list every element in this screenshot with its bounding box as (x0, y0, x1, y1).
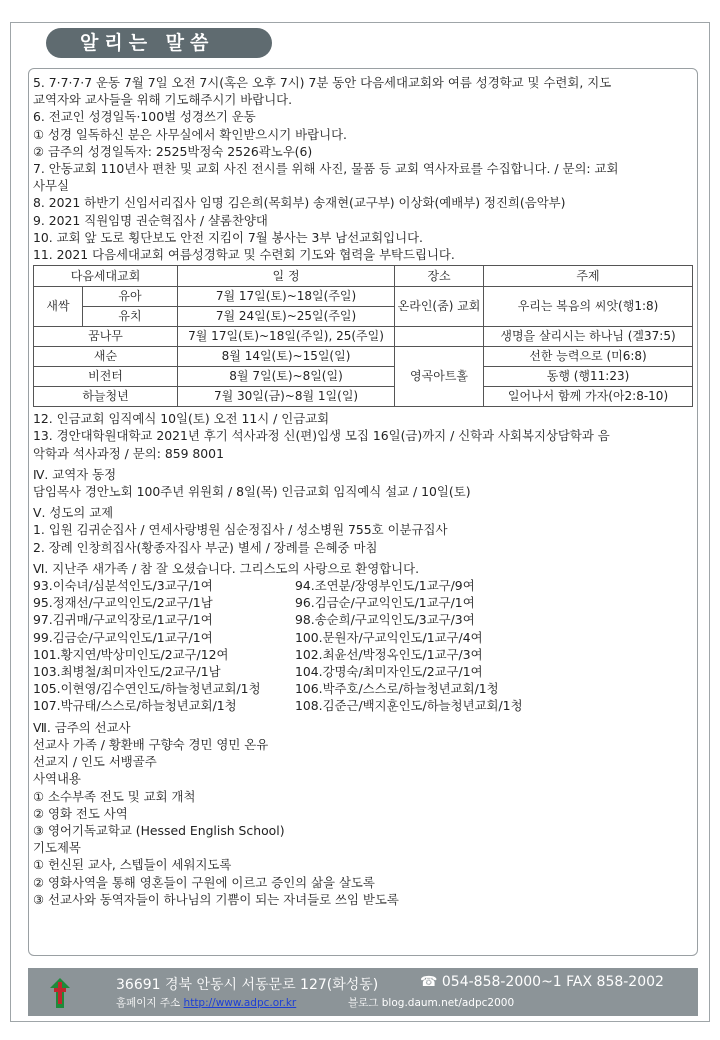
col-header-place: 장소 (395, 266, 484, 287)
footer-blog: 블로그 blog.daum.net/adpc2000 (348, 997, 515, 1009)
place-cell: 온라인(줌) 교회 (395, 287, 484, 327)
theme-cell: 생명을 살리시는 하나님 (겔37:5) (484, 327, 693, 347)
table-row (34, 387, 693, 407)
page-title: 알리는 말씀 (46, 28, 272, 58)
missionary-line: 사역내용 (33, 771, 81, 787)
notice-line: 11. 2021 다음세대교회 여름성경학교 및 수련회 기도와 협력을 부탁드립니다. (33, 247, 455, 263)
church-logo-icon (48, 976, 72, 1010)
dept-cell: 유아 (83, 287, 178, 307)
table-header-row (34, 266, 693, 287)
list-item: 101.황지연/박상미인도/2교구/12여 (33, 646, 229, 662)
list-item: 100.문원자/구교익인도/1교구/4여 (295, 629, 483, 645)
notice-line: ② 금주의 성경일독자: 2525박정숙 2526곽노우(6) (33, 143, 313, 159)
list-item: 98.송순희/구교익인도/3교구/3여 (295, 612, 475, 628)
footer-homepage (116, 995, 296, 1010)
missionary-line: ① 소수부족 전도 및 교회 개척 (33, 788, 196, 804)
place-cell: 영곡아트홀 (395, 347, 484, 407)
date-cell: 8월 14일(토)~15일(일) (178, 347, 395, 367)
dept-cell: 하늘청년 (34, 387, 178, 407)
notice-line: 악학과 석사과정 / 문의: 859 8001 (33, 445, 224, 461)
list-item: 99.김금순/구교익인도/1교구/1여 (33, 629, 213, 645)
missionary-line: ② 영화 전도 사역 (33, 805, 128, 821)
footer-phone: ☎ 054-858-2000~1 FAX 858-2002 (420, 974, 664, 990)
homepage-label: 홈페이지 주소 (116, 997, 181, 1009)
list-item: 95.정재선/구교익인도/2교구/1남 (33, 595, 213, 611)
place-cell-empty (395, 327, 484, 347)
section-title: Ⅵ. 지난주 새가족 / 참 잘 오셨습니다. 그리스도의 사랑으로 환영합니다. (33, 560, 420, 576)
missionary-line: ① 헌신된 교사, 스텝들이 세워지도록 (33, 857, 232, 873)
list-item: 106.박주호/스스로/하늘청년교회/1청 (295, 681, 499, 697)
missionary-line: ② 영화사역을 통해 영혼들이 구원에 이르고 증인의 삶을 살도록 (33, 874, 375, 890)
dept-cell: 꿈나무 (34, 327, 178, 347)
table-row (34, 287, 693, 307)
notice-line: 사무실 (33, 178, 69, 194)
missionary-line: 기도제목 (33, 840, 81, 856)
notice-line: 9. 2021 직원임명 권순혁집사 / 샬롬찬양대 (33, 212, 268, 228)
missionary-line: 선교사 가족 / 황환배 구향숙 경민 영민 온유 (33, 736, 269, 752)
col-header-dept: 다음세대교회 (34, 266, 178, 287)
list-item: 108.김준근/백지훈인도/하늘청년교회/1청 (295, 698, 523, 714)
notice-line: 8. 2021 하반기 신임서리집사 임명 김은희(목회부) 송재현(교구부) 이상화(예배부) 정진희(음악부) (33, 195, 566, 211)
list-item: 97.김귀매/구교익장로/1교구/1여 (33, 612, 213, 628)
notice-content (33, 74, 695, 908)
table-row (34, 367, 693, 387)
missionary-line: 선교지 / 인도 서뱅골주 (33, 754, 157, 770)
notice-line: 12. 인금교회 임직예식 10일(토) 오전 11시 / 인금교회 (33, 411, 330, 427)
list-item: 107.박규태/스스로/하늘청년교회/1청 (33, 698, 237, 714)
footer-bar (28, 968, 698, 1016)
notice-line: 10. 교회 앞 도로 횡단보도 안전 지킴이 7월 봉사는 3부 남선교회입니다. (33, 229, 423, 245)
date-cell: 7월 30일(금)~8월 1일(일) (178, 387, 395, 407)
fellowship-line: 1. 입원 김귀순집사 / 연세사랑병원 심순정집사 / 성소병원 755호 이분규집사 (33, 522, 448, 538)
list-item: 94.조연분/장영부인도/1교구/9여 (295, 578, 475, 594)
notice-line: 5. 7·7·7·7 운동 7월 7일 오전 7시(혹은 오후 7시) 7분 동안 다음세대교회와 여름 성경학교 및 수련회, 지도 (33, 75, 612, 90)
theme-cell: 선한 능력으로 (미6:8) (484, 347, 693, 367)
date-cell: 8월 7일(토)~8일(일) (178, 367, 395, 387)
pastor-news: 담임목사 경안노회 100주년 위원회 / 8일(목) 인금교회 임직예식 설교 / 10일(토) (33, 484, 471, 500)
fellowship-line: 2. 장례 인창희집사(황종자집사 부군) 별세 / 장례를 은혜중 마침 (33, 539, 378, 555)
notice-line: 교역자와 교사들을 위해 기도해주시기 바랍니다. (33, 92, 293, 108)
theme-cell: 우리는 복음의 씨앗(행1:8) (484, 287, 693, 327)
table-row (34, 347, 693, 367)
col-header-date: 일 정 (178, 266, 395, 287)
new-members-right (295, 577, 685, 715)
missionary-line: ③ 영어기독교학교 (Hessed English School) (33, 822, 285, 838)
list-item: 93.이숙녀/심분석인도/3교구/1여 (33, 578, 213, 594)
new-members-list (33, 577, 695, 715)
section-title: Ⅴ. 성도의 교제 (33, 505, 114, 521)
dept-cell: 비전터 (34, 367, 178, 387)
dept-cell: 새순 (34, 347, 178, 367)
date-cell: 7월 24일(토)~25일(주일) (178, 307, 395, 327)
notice-line: 6. 전교인 성경일독·100벌 성경쓰기 운동 (33, 109, 256, 125)
list-item: 105.이현영/김수연인도/하늘청년교회/1청 (33, 681, 261, 697)
theme-cell: 동행 (행11:23) (484, 367, 693, 387)
dept-cell: 유치 (83, 307, 178, 327)
notice-line: 13. 경안대학원대학교 2021년 후기 석사과정 신(편)입생 모집 16일(금)까지 / 신학과 사회복지상담학과 음 (33, 428, 610, 444)
notice-line: ① 성경 일독하신 분은 사무실에서 확인받으시기 바랍니다. (33, 126, 347, 142)
group-label: 새싹 (34, 287, 83, 327)
list-item: 102.최윤선/박정옥인도/1교구/3여 (295, 646, 483, 662)
col-header-theme: 주제 (484, 266, 693, 287)
date-cell: 7월 17일(토)~18일(주일) (178, 287, 395, 307)
footer-address: 36691 경북 안동시 서동문로 127(화성동) (116, 977, 379, 993)
homepage-link[interactable]: http://www.adpc.or.kr (183, 997, 297, 1009)
list-item: 103.최병철/최미자인도/2교구/1남 (33, 664, 221, 680)
section-title: Ⅳ. 교역자 동정 (33, 466, 117, 482)
list-item: 96.김금순/구교익인도/1교구/1여 (295, 595, 475, 611)
missionary-line: ③ 선교사와 동역자들이 하나님의 기쁨이 되는 자녀들로 쓰임 받도록 (33, 891, 399, 907)
new-members-left (33, 577, 295, 715)
list-item: 104.강명숙/최미자인도/2교구/1여 (295, 664, 483, 680)
table-row (34, 327, 693, 347)
section-title: Ⅶ. 금주의 선교사 (33, 719, 131, 735)
notice-line: 7. 안동교회 110년사 편찬 및 교회 사진 전시를 위해 사진, 물품 등 교회 역사자료를 수집합니다. / 문의: 교회 (33, 161, 619, 177)
date-cell: 7월 17일(토)~18일(주일), 25(주일) (178, 327, 395, 347)
theme-cell: 일어나서 함께 가자(아2:8-10) (484, 387, 693, 407)
summer-school-table (33, 265, 693, 407)
